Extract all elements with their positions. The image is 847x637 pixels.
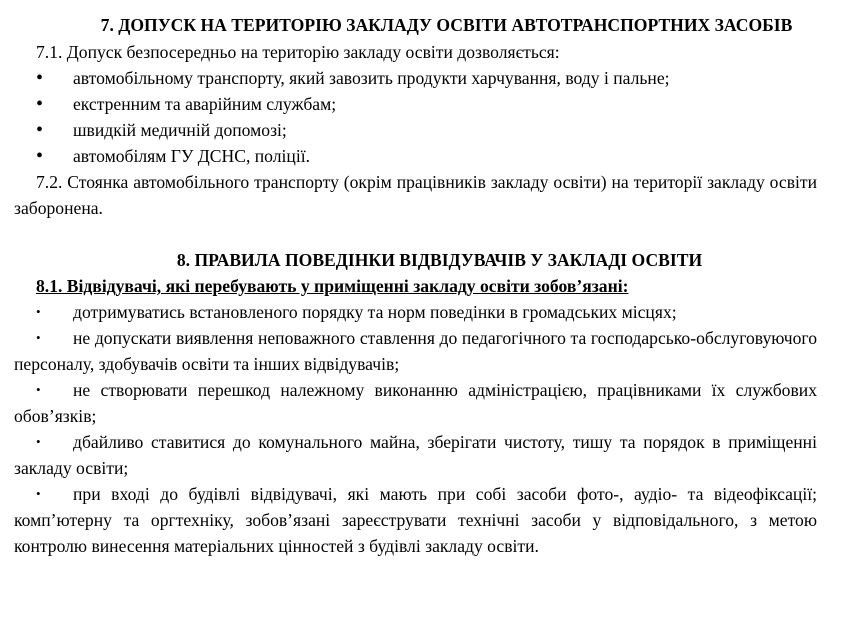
list-item: [14, 91, 817, 117]
section-7-heading: 7. ДОПУСК НА ТЕРИТОРІЮ ЗАКЛАДУ ОСВІТИ АВТОТРАНСПОРТНИХ ЗАСОБІВ: [100, 15, 793, 35]
bullet-icon: •: [36, 382, 41, 397]
spacer: [14, 221, 817, 247]
list-item: [14, 65, 817, 91]
list-item-text: при вході до будівлі відвідувачі, які мають при собі засоби фото-, аудіо- та відеофіксації; комп’ютерну та оргтехніку, зобов’язані зареєструвати технічні засоби у відповідального, з метою контролю винесення матеріальних цінностей з будівлі закладу освіти.: [14, 484, 817, 556]
bullet-icon: •: [36, 434, 41, 449]
list-item: [14, 143, 817, 169]
bullet-icon: •: [36, 93, 44, 115]
list-item-text: не допускати виявлення неповажного ставлення до педагогічного та господарсько-обслуговуючого персоналу, здобувачів освіти та інших відвідувачів;: [14, 328, 817, 374]
list-item-text: не створювати перешкод належному виконанню адміністрацією, працівниками їх службових обов’язків;: [14, 380, 817, 426]
list-item: [14, 299, 817, 325]
list-item: [14, 481, 817, 559]
list-item: [14, 325, 817, 377]
paragraph-7-1: 7.1. Допуск безпосередньо на територію закладу освіти дозволяється:: [36, 42, 560, 62]
paragraph-7-2: 7.2. Стоянка автомобільного транспорту (окрім працівників закладу освіти) на території закладу освіти заборонена.: [14, 172, 817, 218]
list-item-text: дбайливо ставитися до комунального майна, зберігати чистоту, тишу та порядок в приміщенні закладу освіти;: [14, 432, 817, 478]
bullet-icon: •: [36, 486, 41, 501]
bullet-icon: •: [36, 67, 44, 89]
list-item: [14, 117, 817, 143]
list-item-text: автомобілям ГУ ДСНС, поліції.: [73, 146, 311, 166]
list-item: [14, 429, 817, 481]
list-item-text: автомобільному транспорту, який завозить продукти харчування, воду і пальне;: [73, 68, 670, 88]
bullet-icon: •: [36, 145, 44, 167]
list-item-text: екстренним та аварійним службам;: [73, 94, 337, 114]
bullet-icon: •: [36, 330, 41, 345]
section-8-heading: 8. ПРАВИЛА ПОВЕДІНКИ ВІДВІДУВАЧІВ У ЗАКЛАДІ ОСВІТИ: [176, 250, 703, 270]
list-item-text: дотримуватись встановленого порядку та норм поведінки в громадських місцях;: [73, 302, 677, 322]
bullet-icon: •: [36, 304, 41, 319]
document-page: [14, 12, 817, 559]
list-item-text: швидкій медичній допомозі;: [73, 120, 287, 140]
bullet-icon: •: [36, 119, 44, 141]
list-item: [14, 377, 817, 429]
paragraph-8-1: 8.1. Відвідувачі, які перебувають у приміщенні закладу освіти зобов’язані:: [36, 276, 629, 296]
